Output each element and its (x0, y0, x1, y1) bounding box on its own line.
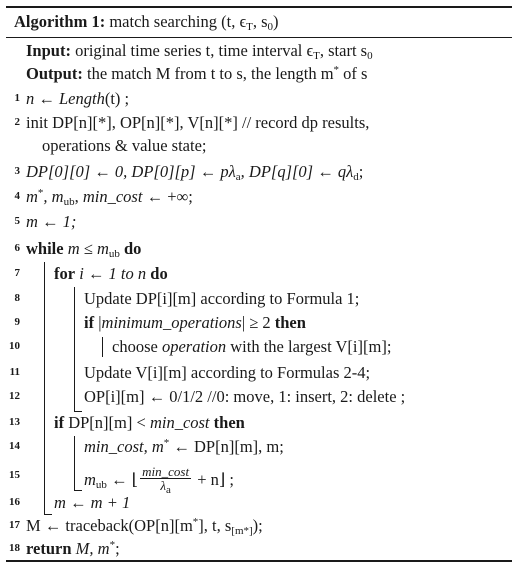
while-block-bar (44, 262, 45, 514)
line-text: choose (112, 337, 162, 356)
keyword: then (213, 413, 245, 432)
algo-line-7 (6, 264, 512, 288)
line-text: DP[n][m] < (64, 413, 150, 432)
algo-line-5 (6, 212, 512, 236)
line-text: with the largest V[i][m]; (226, 337, 392, 356)
line-sub: a (165, 484, 171, 496)
output-text: the match M from t to s, the length m (86, 64, 334, 83)
line-sub: ub (63, 196, 75, 208)
line-text: m (84, 469, 96, 489)
line-number: 11 (9, 366, 20, 378)
input-text2: , start s (319, 41, 368, 60)
algo-line-12 (6, 387, 512, 411)
keyword: do (150, 264, 168, 283)
if2-block-bar (74, 436, 75, 490)
bottom-rule (6, 560, 512, 562)
keyword: then (274, 313, 306, 332)
line-text: m ← m + 1 (54, 493, 131, 512)
line-number: 16 (9, 496, 20, 508)
line-text: ← +∞; (142, 187, 193, 206)
input-text: original time series t, time interval ϵ (75, 41, 314, 60)
line-number: 10 (9, 340, 20, 352)
caption-rule (6, 37, 512, 38)
line-text: Update DP[i][m] according to Formula 1; (84, 289, 360, 308)
for-block-bar (74, 287, 75, 411)
algo-line-10 (6, 337, 512, 361)
algo-line-9 (6, 313, 512, 337)
line-text: ], t, s (198, 516, 232, 535)
line-text: operations & value state; (42, 136, 207, 155)
line-number: 13 (9, 416, 20, 428)
if2-block-end (74, 490, 82, 491)
line-number: 12 (9, 390, 20, 402)
line-text: , DP[q][0] ← qλ (240, 162, 354, 181)
line-number: 18 (9, 542, 20, 554)
keyword: if (84, 313, 95, 332)
line-text: λ (160, 478, 166, 493)
line-number: 14 (9, 440, 20, 452)
input-sub2: 0 (367, 50, 373, 62)
line-sub: d (353, 171, 359, 183)
algo-line-14 (6, 437, 512, 461)
keyword: for (54, 264, 76, 283)
algo-line-1 (6, 89, 512, 113)
input-label: Input: (26, 41, 71, 60)
line-sup: * (109, 539, 116, 551)
line-text: i ← 1 (75, 264, 121, 283)
line-text: m ≤ m (63, 239, 109, 258)
caption-sub2: 0 (267, 21, 274, 33)
line-number: 8 (14, 292, 20, 304)
output-label: Output: (26, 64, 83, 83)
caption-sub: T (246, 21, 253, 33)
line-sup: * (37, 187, 44, 199)
line-text: Update V[i][m] according to Formulas 2-4; (84, 363, 371, 382)
caption-end: ) (273, 12, 279, 31)
if-block-bar (102, 337, 103, 357)
line-text: M ← traceback(OP[n][m (26, 516, 193, 535)
caption-label: Algorithm 1: (14, 12, 106, 31)
algo-line-8 (6, 289, 512, 313)
line-number: 3 (14, 165, 20, 177)
algo-line-2 (6, 113, 512, 137)
algo-line-16 (6, 493, 512, 517)
line-number: 17 (9, 519, 20, 531)
line-text: min_cost (82, 187, 143, 206)
line-number: 2 (14, 116, 20, 128)
line-sub: ub (108, 248, 120, 260)
for-block-end (74, 411, 82, 412)
line-text: min_cost (84, 437, 144, 456)
line-text: M, m (71, 539, 110, 558)
line-sup: * (192, 516, 199, 528)
line-sub: a (235, 171, 241, 183)
line-sup: * (163, 437, 170, 449)
line-text: m ← 1; (26, 212, 77, 231)
line-number: 7 (14, 267, 20, 279)
input-sub: T (313, 50, 320, 62)
line-number: 1 (14, 92, 20, 104)
line-text: + n⌋ ; (193, 469, 235, 489)
algo-line-13 (6, 413, 512, 437)
line-text: to (120, 264, 134, 283)
line-text: operation (161, 337, 227, 356)
line-number: 6 (14, 242, 20, 254)
caption-text: match searching (t, ϵ (109, 12, 247, 31)
line-text: | ≥ 2 (241, 313, 275, 332)
line-number: 15 (9, 469, 20, 481)
fraction-numerator: min_cost (142, 464, 190, 479)
line-text: DP[0][0] ← 0, DP[0][p] ← pλ (26, 162, 236, 181)
algorithm-box (6, 6, 512, 562)
keyword: while (26, 239, 64, 258)
line-sub: ub (95, 478, 107, 491)
keyword: return (26, 539, 72, 558)
algo-line-4 (6, 187, 512, 211)
algo-line-17 (6, 516, 512, 540)
output-sup: * (333, 64, 340, 76)
line-text: ; (115, 539, 120, 558)
line-text: (t) ; (104, 89, 130, 108)
algo-line-11 (6, 363, 512, 387)
line-text: n ← (26, 89, 59, 108)
algo-line-2-cont (6, 136, 512, 160)
caption-rest: , s (252, 12, 268, 31)
line-text: , (74, 187, 83, 206)
line-text: OP[i][m] ← 0/1/2 //0: move, 1: insert, 2: delete ; (84, 387, 406, 406)
algo-line-3 (6, 162, 512, 186)
line-text: minimum_operations (101, 313, 242, 332)
while-block-end (44, 514, 52, 515)
algo-line-6 (6, 239, 512, 263)
line-number: 9 (14, 316, 20, 328)
line-text: , m (143, 437, 164, 456)
line-text: | (94, 313, 102, 332)
line-text: ← ⌊ (106, 469, 139, 489)
keyword: if (54, 413, 65, 432)
line-text: ; (358, 162, 364, 181)
algorithm-caption (14, 12, 279, 33)
line-text: init DP[n][*], OP[n][*], V[n][*] // record dp results, (26, 113, 370, 132)
algo-line-15 (6, 461, 512, 496)
line-text: Length (59, 89, 105, 108)
keyword: do (123, 239, 142, 258)
output-line (6, 64, 512, 88)
line-text: ← DP[n][m], m; (169, 437, 284, 456)
line-text: min_cost (149, 413, 210, 432)
line-text: ); (252, 516, 263, 535)
output-text2: of s (343, 64, 368, 83)
line-text: m (26, 187, 38, 206)
line-sub: [m*] (231, 525, 253, 537)
line-text: , m (43, 187, 64, 206)
line-text: n (133, 264, 151, 283)
line-number: 4 (14, 190, 20, 202)
top-rule (6, 6, 512, 8)
input-line (6, 41, 512, 65)
line-number: 5 (14, 215, 20, 227)
